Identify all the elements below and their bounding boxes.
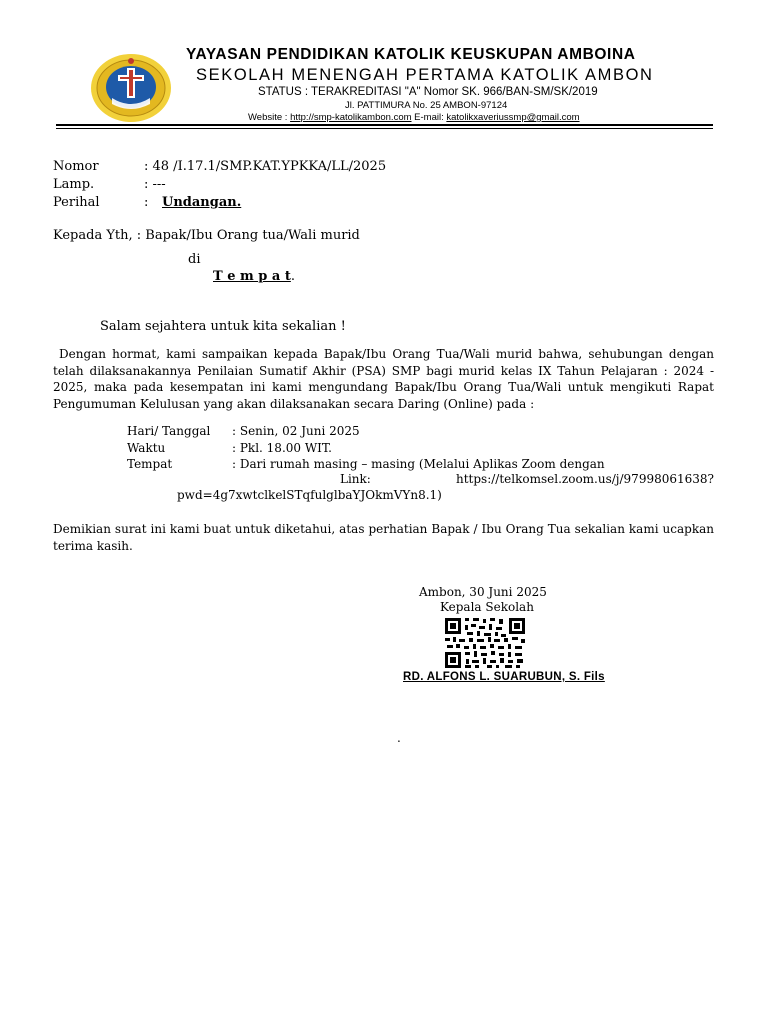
- event-link-password: pwd=4g7xwtclkelSTqfulglbaYJOkmVYn8.1): [177, 488, 442, 502]
- signature-place-date: Ambon, 30 Juni 2025: [419, 585, 547, 599]
- greeting: Salam sejahtera untuk kita sekalian !: [100, 319, 346, 334]
- perihal-colon: :: [144, 195, 149, 210]
- signature-qr-code: [443, 616, 527, 670]
- accreditation-status: STATUS : TERAKREDITASI "A" Nomor SK. 966/BAN-SM/SK/2019: [258, 86, 598, 98]
- footer-mark: .: [397, 731, 401, 745]
- perihal-label: Perihal: [53, 195, 100, 210]
- tempat-text: T e m p a t: [213, 269, 291, 284]
- school-address: Jl. PATTIMURA No. 25 AMBON-97124: [345, 100, 508, 111]
- body-paragraph-2: Demikian surat ini kami buat untuk diketahui, atas perhatian Bapak / Ibu Orang Tua sekalian kami ucapkan terima kasih.: [53, 522, 714, 553]
- event-day-value: : Senin, 02 Juni 2025: [232, 424, 360, 438]
- recipient-place: [213, 269, 295, 284]
- event-place-label: Tempat: [127, 457, 173, 471]
- lamp-label: Lamp.: [53, 177, 95, 192]
- event-day-label: Hari/ Tanggal: [127, 424, 211, 438]
- nomor-value: : 48 /I.17.1/SMP.KAT.YPKKA/LL/2025: [144, 159, 387, 174]
- signature-title: Kepala Sekolah: [440, 600, 534, 614]
- email-link[interactable]: katolikxaveriussmp@gmail.com: [446, 112, 580, 123]
- email-label: E-mail:: [411, 112, 447, 123]
- event-time-label: Waktu: [127, 441, 166, 455]
- recipient-di: di: [188, 252, 201, 267]
- school-name: SEKOLAH MENENGAH PERTAMA KATOLIK AMBON: [196, 66, 654, 84]
- recipient-line: Kepada Yth, : Bapak/Ibu Orang tua/Wali murid: [53, 228, 360, 243]
- signatory-name: RD. ALFONS L. SUARUBUN, S. Fils: [403, 671, 605, 683]
- lamp-value: : ---: [144, 177, 166, 192]
- tempat-dot: .: [290, 269, 295, 284]
- nomor-label: Nomor: [53, 159, 99, 174]
- school-logo: [90, 52, 172, 124]
- event-place-value: : Dari rumah masing – masing (Melalui Aplikas Zoom dengan: [232, 457, 605, 471]
- website-label: Website :: [248, 112, 291, 123]
- foundation-name: YAYASAN PENDIDIKAN KATOLIK KEUSKUPAN AMBOINA: [186, 46, 636, 63]
- body-paragraph-1: Dengan hormat, kami sampaikan kepada Bapak/Ibu Orang Tua/Wali murid bahwa, sehubungan dengan telah dilaksanakannya Penilaian Sumatif Akhir (PSA) SMP bagi murid kelas IX Tahun Pelajaran : 2024 - 2025, maka pada kesempatan ini kami mengundang Bapak/Ibu Orang Tua/Wali untuk mengikuti Rapat Pengumuman Kelulusan yang akan dilaksanakan secara Daring (Online) pada :: [53, 347, 714, 411]
- event-time-value: : Pkl. 18.00 WIT.: [232, 441, 332, 455]
- letterhead-rule-thick: [56, 124, 713, 126]
- perihal-value: Undangan.: [162, 195, 242, 210]
- event-link-label: Link:: [340, 472, 371, 486]
- contact-line: [248, 112, 580, 123]
- letterhead-rule-thin: [56, 128, 713, 129]
- website-link[interactable]: http://smp-katolikambon.com: [290, 112, 412, 123]
- event-link-url[interactable]: https://telkomsel.zoom.us/j/97998061638?: [456, 472, 714, 486]
